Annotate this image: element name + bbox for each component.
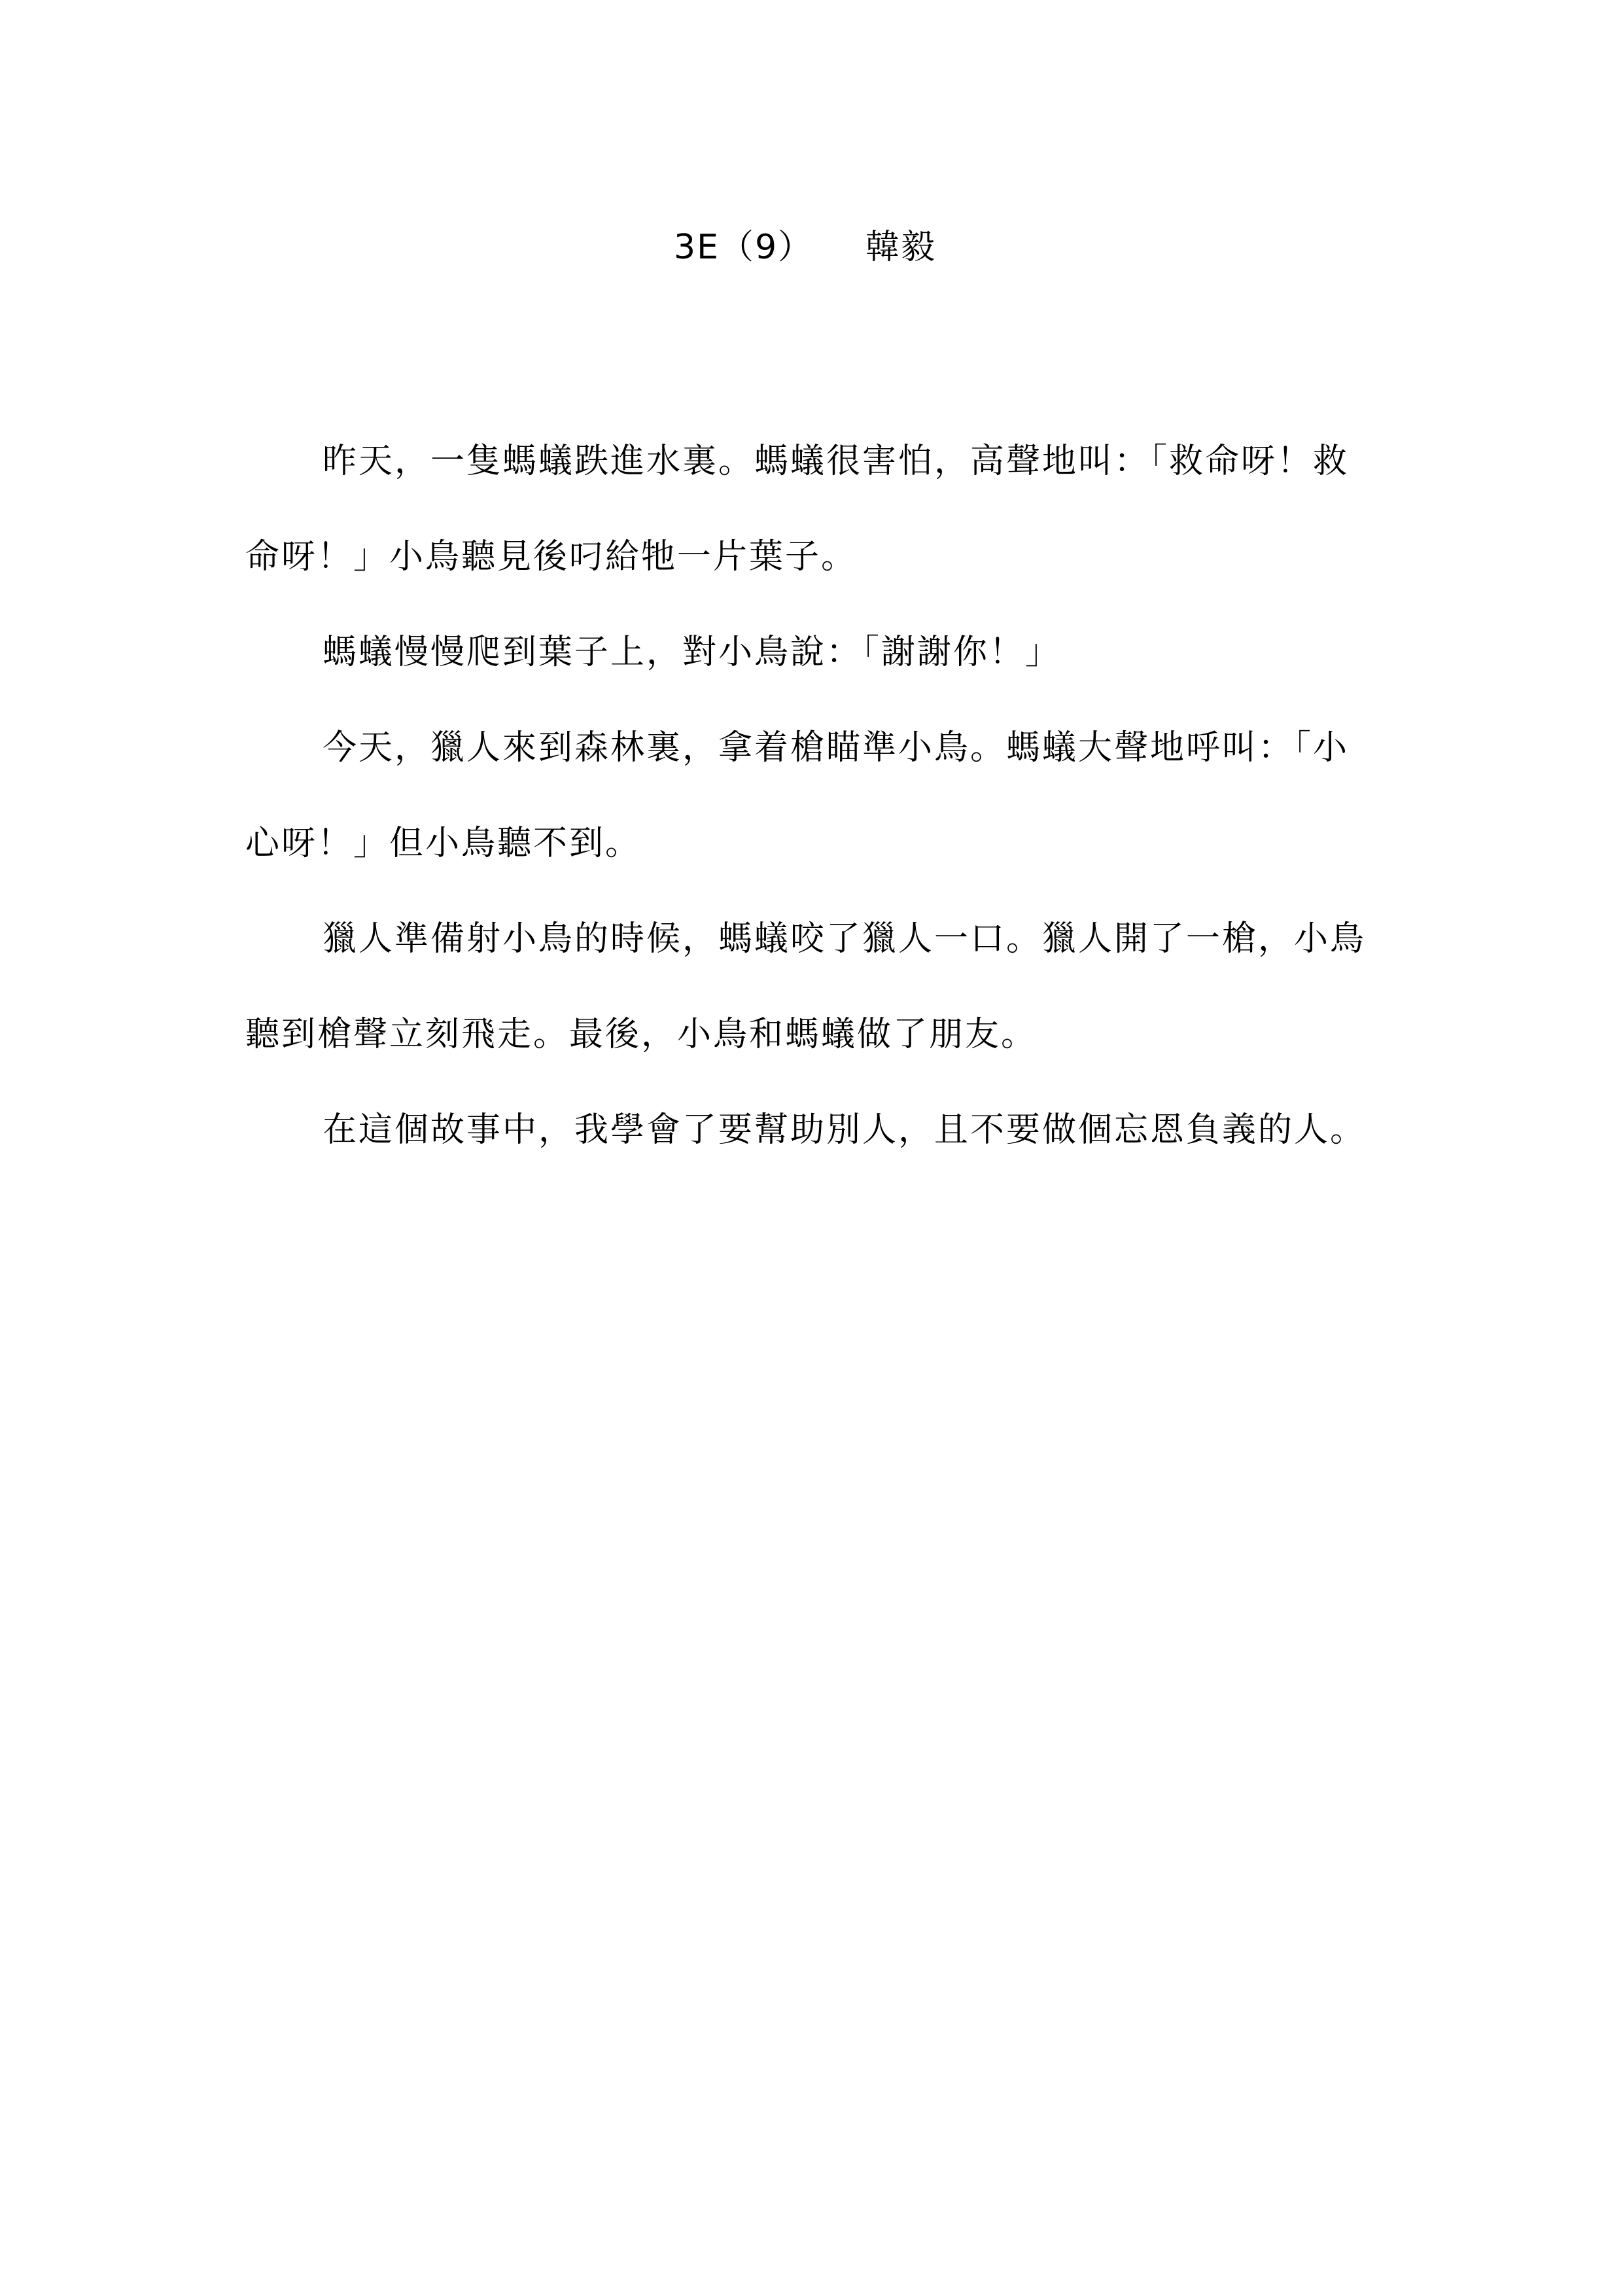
document-header xyxy=(674,221,936,274)
paragraph-4: 獵人準備射小鳥的時候，螞蟻咬了獵人一口。獵人開了一槍，小鳥聽到槍聲立刻飛走。最後，小鳥和螞蟻做了朋友。 xyxy=(245,919,1367,1054)
paragraph-1: 昨天，一隻螞蟻跌進水裏。螞蟻很害怕，高聲地叫：「救命呀！救命呀！」小鳥聽見後叼給牠一片葉子。 xyxy=(245,442,1350,576)
paragraph-5: 在這個故事中，我學會了要幫助別人，且不要做個忘恩負義的人。 xyxy=(323,1110,1367,1150)
story-body xyxy=(245,414,1384,1178)
student-name: 韓毅 xyxy=(865,228,937,267)
class-label: 3E（9） xyxy=(674,228,814,267)
paragraph-3: 今天，獵人來到森林裏，拿着槍瞄準小鳥。螞蟻大聲地呼叫：「小心呀！」但小鳥聽不到。 xyxy=(245,728,1350,863)
paragraph-2: 螞蟻慢慢爬到葉子上，對小鳥說：「謝謝你！」 xyxy=(323,633,1062,672)
